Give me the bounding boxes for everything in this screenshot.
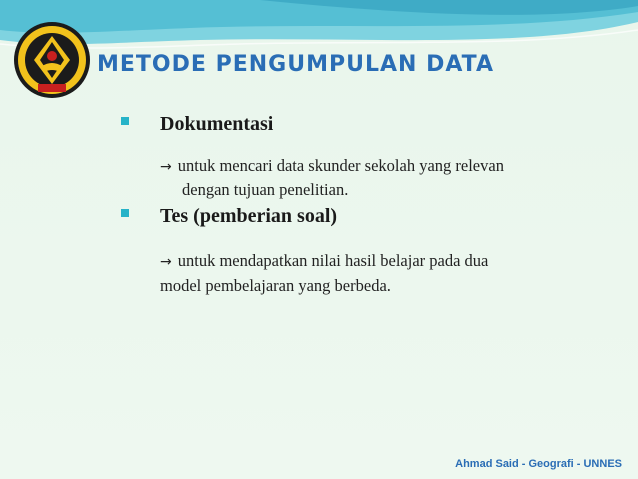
slide-title: METODE PENGUMPULAN DATA — [97, 52, 494, 77]
arrow-right-icon: → — [160, 254, 172, 270]
bullet-square-icon — [121, 209, 129, 217]
item-body-line: → untuk mencari data skunder sekolah yang relevan — [160, 156, 504, 175]
arrow-right-icon: → — [160, 159, 172, 175]
bullet-square-icon — [121, 117, 129, 125]
item-heading-tes: Tes (pemberian soal) — [160, 205, 338, 227]
unnes-logo — [12, 20, 92, 100]
slide-footer: Ahmad Said - Geografi - UNNES — [455, 458, 622, 470]
item-body-line: → untuk mendapatkan nilai hasil belajar pada dua — [160, 251, 489, 270]
header-wave-decoration — [0, 0, 638, 60]
item-body-line: model pembelajaran yang berbeda. — [160, 276, 391, 295]
item-heading-dokumentasi: Dokumentasi — [160, 113, 274, 135]
item-body-line: dengan tujuan penelitian. — [182, 180, 349, 199]
